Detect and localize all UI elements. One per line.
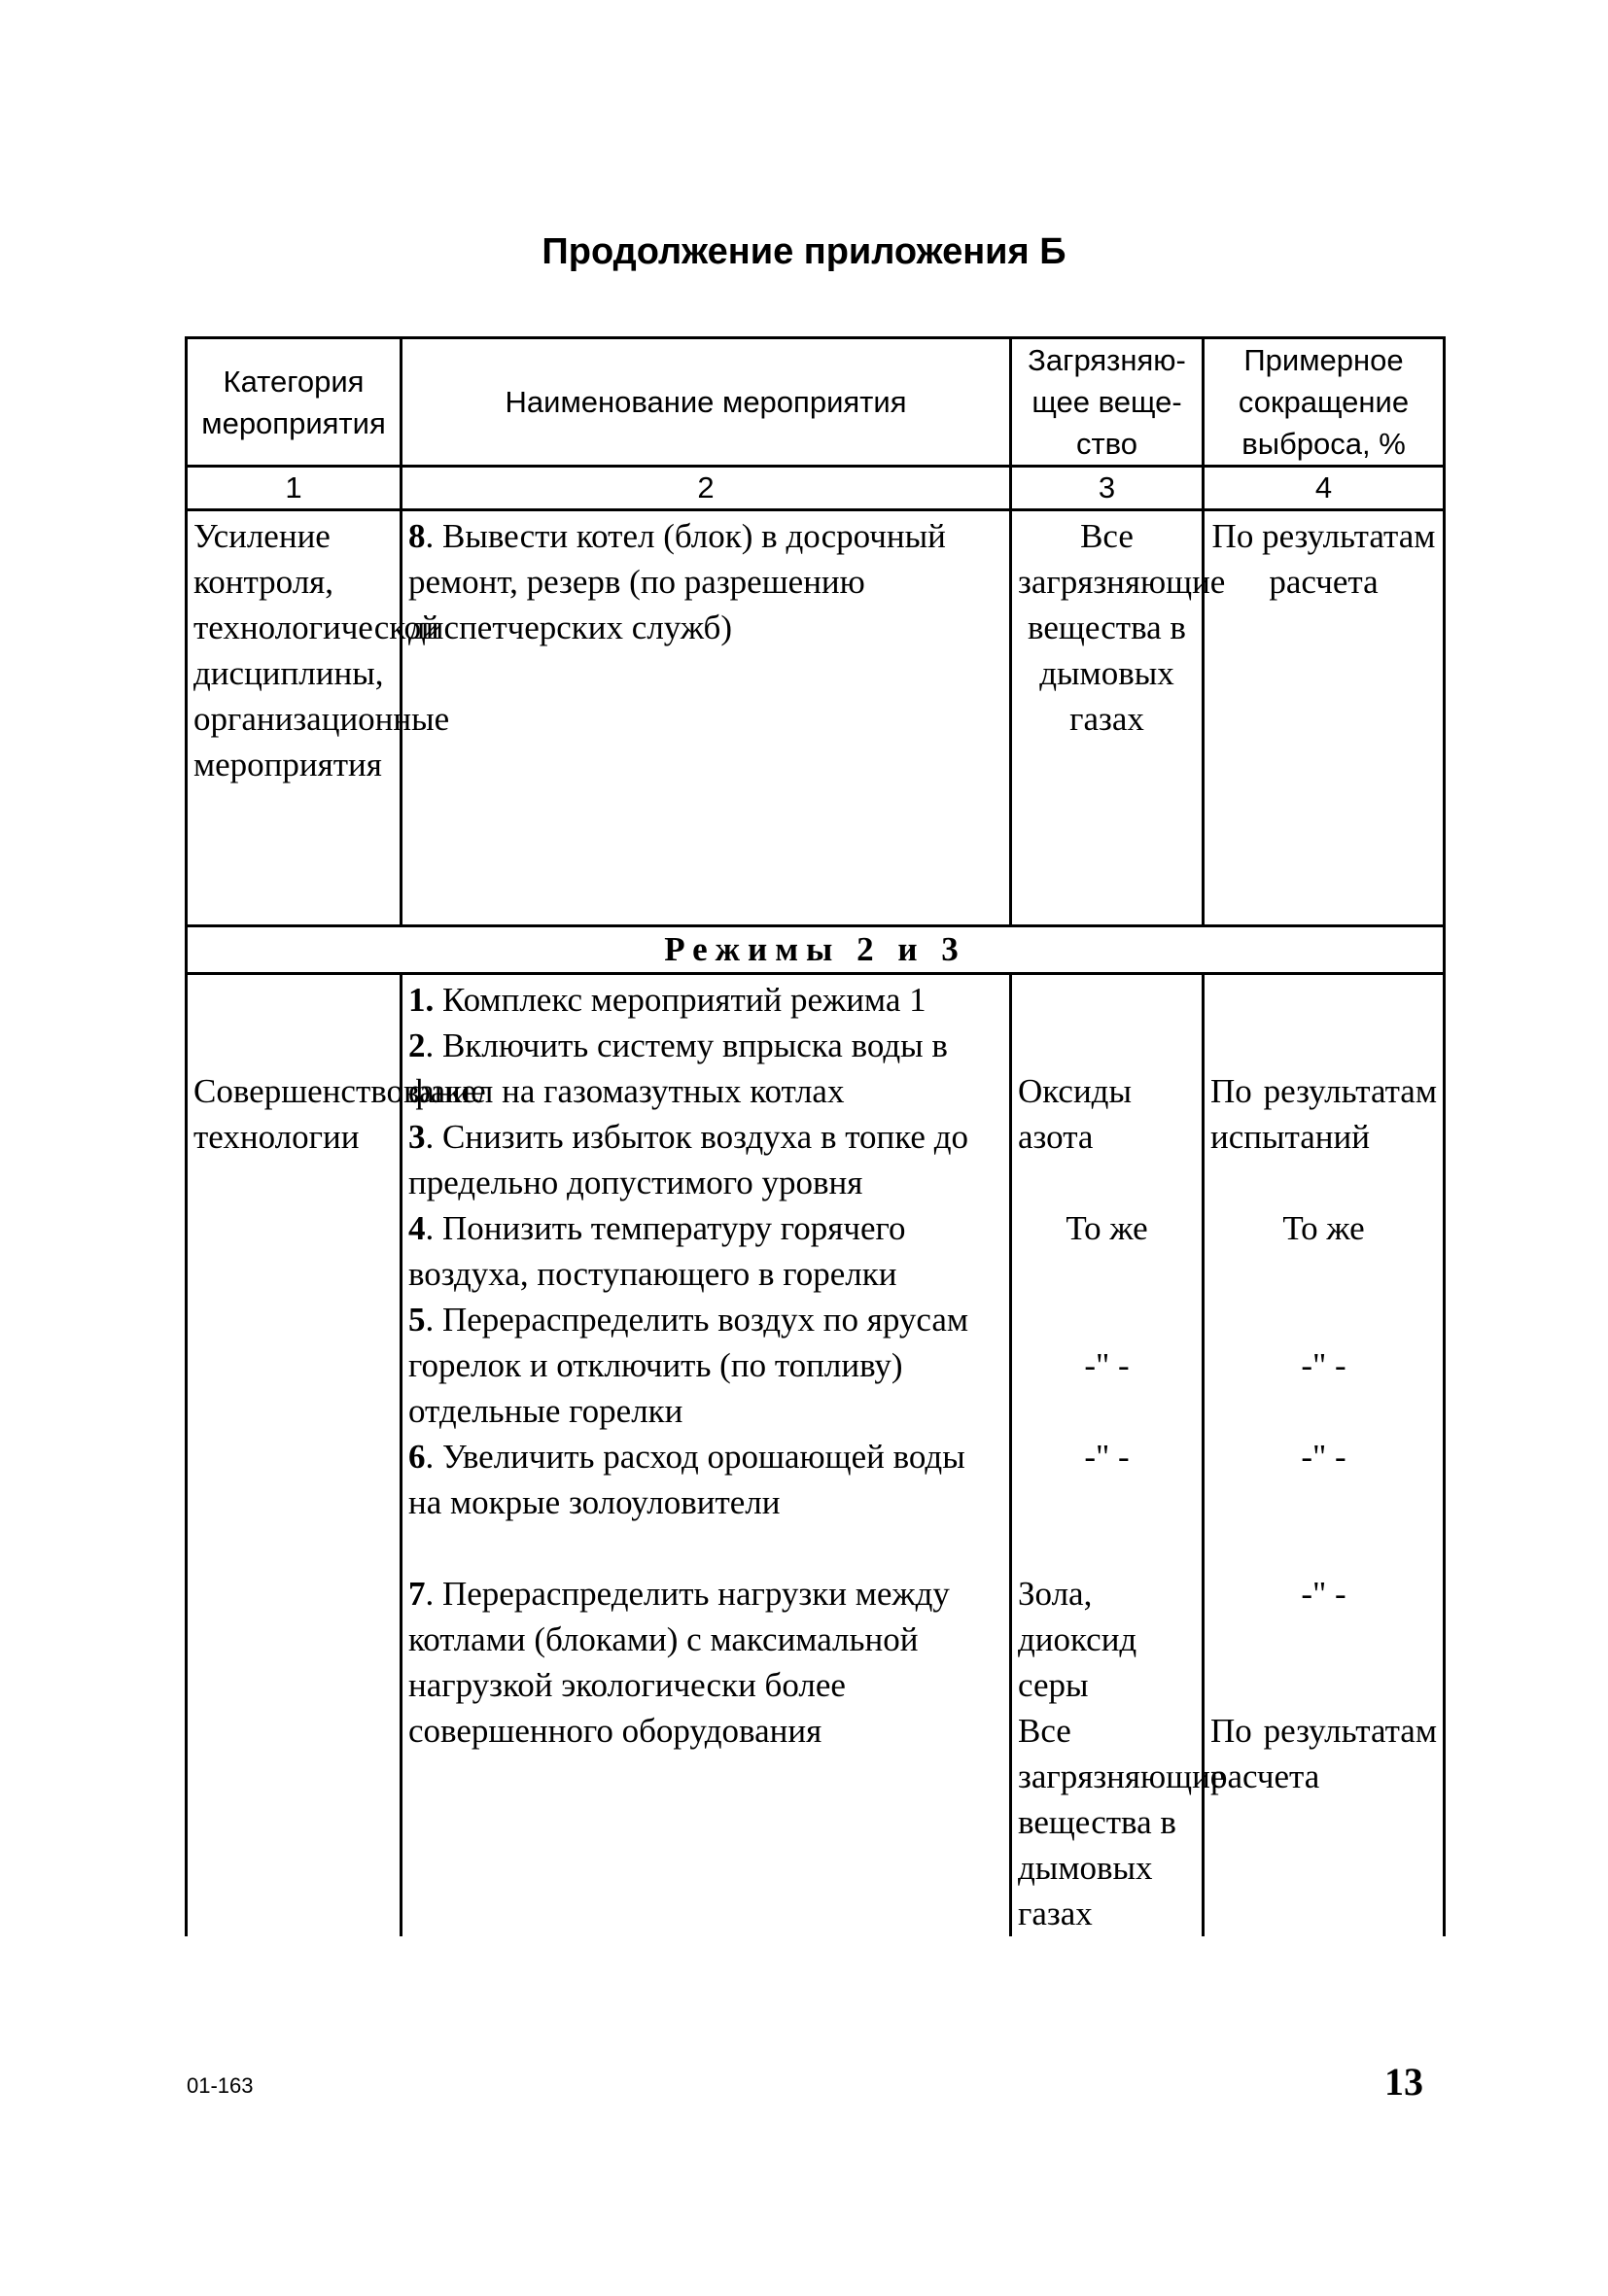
column-number: 1: [187, 467, 402, 510]
column-number: 4: [1204, 467, 1445, 510]
substance-text: -" -: [1084, 1438, 1130, 1476]
table-row: [187, 510, 1445, 926]
substance-text: Все загрязняющие вещества в дымовых газах: [1018, 1712, 1226, 1932]
section-row: [187, 926, 1445, 974]
measure-cell: [402, 974, 1011, 1937]
category-text: Совершенствование технологии: [193, 1072, 486, 1156]
substance-text: Все загрязняющие вещества в дымовых газах: [1018, 517, 1226, 738]
measure-number: 4: [408, 1209, 426, 1247]
measure-number: 5: [408, 1301, 426, 1339]
reduction-text: То же: [1282, 1209, 1365, 1247]
substance-text: То же: [1066, 1209, 1148, 1247]
reduction-text: По результатам испытаний: [1210, 1072, 1437, 1156]
category-cell: [187, 974, 486, 1937]
measure-item: [408, 1114, 1003, 1205]
reduction-cell: [1204, 510, 1445, 926]
substance-cell: [1011, 974, 1226, 1937]
header-substance: Загрязняю-щее веще-ство: [1011, 338, 1204, 467]
section-title: Режимы 2 и 3: [187, 926, 1445, 974]
substance-text: -" -: [1084, 1346, 1130, 1384]
header-measure: Наименование мероприятия: [402, 338, 1011, 467]
category-cell: [187, 510, 450, 926]
column-number-row: [187, 467, 1445, 510]
header-reduction: Примерное сокращение выброса, %: [1204, 338, 1445, 467]
measure-item: [408, 1205, 1003, 1297]
measure-item: [408, 1571, 1003, 1754]
measures-table: [185, 336, 1446, 1936]
table-row: [187, 974, 1445, 1937]
measure-number: 7: [408, 1575, 426, 1613]
column-number: 3: [1011, 467, 1204, 510]
reduction-text: По результатам расчета: [1210, 1712, 1437, 1795]
reduction-text: -" -: [1301, 1346, 1346, 1384]
measure-item: [408, 1297, 1003, 1434]
measure-body: . Понизить температуру горячего воздуха, поступающего в горелки: [408, 1209, 906, 1293]
measure-number: 6: [408, 1438, 426, 1476]
measure-item: [408, 1434, 1003, 1525]
measure-body: . Вывести котел (блок) в досрочный ремонт, резерв (по разрешению диспетчерских служб): [408, 517, 946, 646]
column-number: 2: [402, 467, 1011, 510]
page-title: Продолжение приложения Б: [542, 231, 1066, 272]
measure-body: . Включить систему впрыска воды в факел на газомазутных котлах: [408, 1026, 948, 1110]
reduction-text: -" -: [1301, 1438, 1346, 1476]
table-header-row: [187, 338, 1445, 467]
substance-text: Оксиды азота: [1018, 1072, 1132, 1156]
page-number: 13: [1384, 2060, 1423, 2104]
measure-body: . Перераспределить нагрузки между котлами (блоками) с максимальной нагрузкой экологически более совершенного оборудования: [408, 1575, 950, 1750]
reduction-text: По результатам расчета: [1211, 517, 1436, 601]
measure-number: 3: [408, 1118, 426, 1156]
document-code: 01-163: [187, 2073, 254, 2098]
measure-body: . Увеличить расход орошающей воды на мокрые золоуловители: [408, 1438, 965, 1521]
measure-number: 2: [408, 1026, 426, 1064]
substance-cell: [1011, 510, 1226, 926]
measure-item: [408, 977, 1003, 1023]
measure-number: 1.: [408, 981, 435, 1019]
measure-body: . Перераспределить воздух по ярусам горелок и отключить (по топливу) отдельные горелки: [408, 1301, 969, 1430]
measure-text: [402, 511, 1009, 650]
measure-number: 8: [408, 517, 426, 555]
category-text: Усиление контроля, технологической дисциплины, организационные мероприятия: [193, 517, 450, 783]
header-category: Категория мероприятия: [187, 338, 402, 467]
reduction-cell: [1204, 974, 1445, 1937]
measure-item: [408, 1023, 1003, 1114]
substance-text: Зола, диоксид серы: [1018, 1575, 1137, 1704]
measure-body: Комплекс мероприятий режима 1: [434, 981, 926, 1019]
reduction-text: -" -: [1301, 1575, 1346, 1613]
measure-body: . Снизить избыток воздуха в топке до предельно допустимого уровня: [408, 1118, 969, 1201]
measure-cell: [402, 510, 1011, 926]
